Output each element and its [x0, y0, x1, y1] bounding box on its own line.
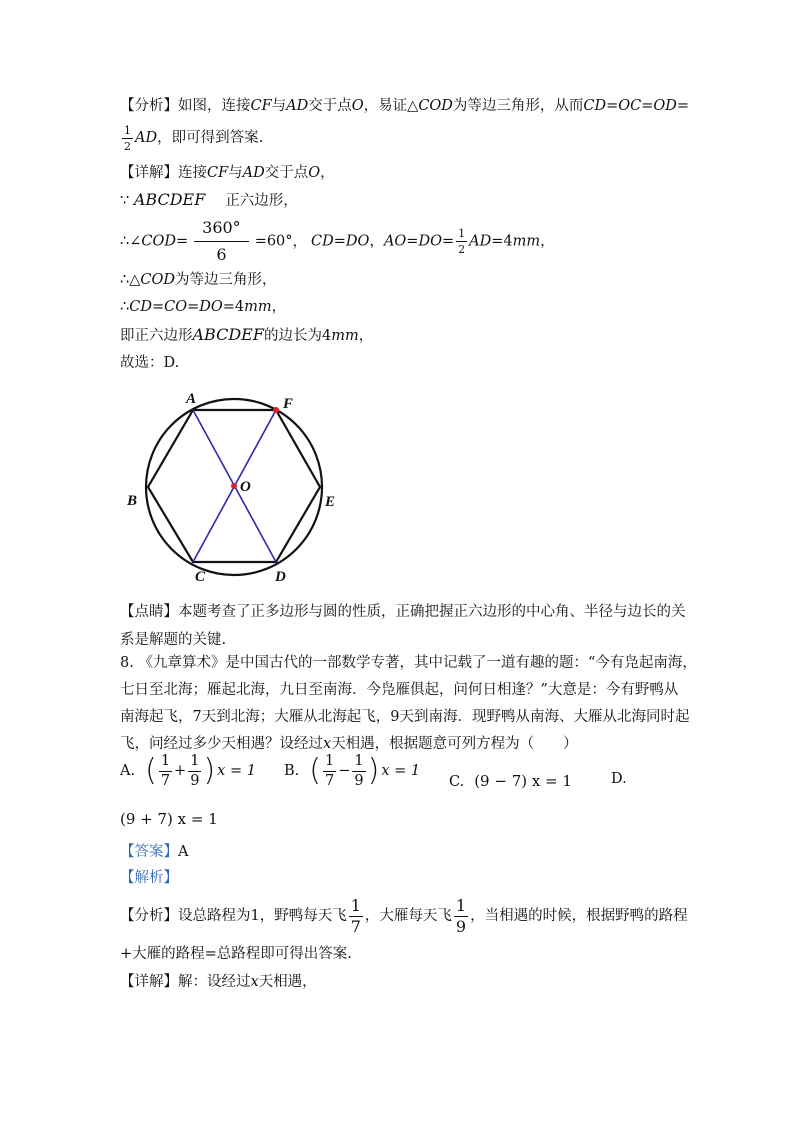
label-c: C	[195, 569, 206, 585]
question-8-line-2	[120, 680, 678, 700]
text: 《九章算术》是中国古代的一部数学专著，其中记载了一道有趣的题：“今有凫起南海，	[138, 655, 697, 671]
var-cod: COD	[140, 272, 175, 288]
text: ∴	[120, 299, 130, 315]
denominator: 7	[350, 916, 361, 936]
equation: CD=CO=DO=	[129, 299, 235, 315]
denominator: 9	[190, 772, 200, 789]
denominator: 2	[124, 139, 131, 153]
detail-line-3	[120, 220, 555, 263]
label-e: E	[325, 494, 336, 510]
denominator: 7	[160, 772, 171, 789]
numerator: 1	[188, 754, 201, 772]
point-f-marker	[273, 407, 279, 413]
comment-tag: 【点睛】	[120, 604, 178, 620]
option-d-expr[interactable]	[120, 810, 218, 828]
text: =4	[491, 233, 513, 250]
var-x: x	[323, 736, 332, 752]
var-abcdef: ABCDEF	[192, 325, 264, 344]
option-d-label[interactable]	[611, 771, 627, 787]
text: =	[175, 233, 189, 250]
var-ad: AD	[469, 233, 492, 250]
numerator: 1	[159, 754, 172, 772]
denominator: 7	[324, 772, 335, 789]
detail-line-1	[120, 163, 335, 183]
therefore-angle: ∴∠	[120, 233, 142, 250]
question-8-line-4	[120, 734, 578, 754]
fraction-half	[122, 125, 133, 152]
label-a: A	[186, 391, 197, 407]
text: +大雁的路程=总路程即可得出答案.	[120, 946, 352, 962]
equation: (9 − 7) x = 1	[474, 772, 572, 790]
operator: +	[174, 763, 187, 779]
text: 如图，连接	[178, 98, 251, 114]
analysis2-line-2	[120, 944, 352, 964]
equation: CD=DO	[311, 233, 370, 250]
denominator: 9	[455, 916, 467, 936]
unit-mm: mm	[512, 233, 541, 250]
text: 交于点	[308, 98, 352, 114]
text: 南海起飞，7天到北海；大雁从北海起飞，9天到南海．现野鸭从南海、大雁从北海同时起	[120, 709, 690, 725]
jiexi-line	[120, 868, 178, 888]
text: ，大雁每天飞	[364, 908, 452, 924]
label-b: B	[127, 493, 138, 509]
numerator: 1	[323, 754, 336, 772]
text: 为等边三角形，	[175, 272, 277, 288]
equation: (9 + 7) x = 1	[120, 810, 218, 828]
answer-line	[120, 842, 188, 862]
text: 为等边三角形，从而	[452, 98, 584, 114]
option-label: B.	[284, 763, 300, 779]
detail-line-5	[120, 297, 286, 317]
text: ∴△	[120, 272, 141, 288]
text: 七日至北海；雁起北海，九日至南海．今凫雁俱起，问何日相逢？”大意是：今有野鸭从	[120, 682, 679, 698]
text: ，易证△	[363, 98, 419, 114]
equation-tail: x = 1	[217, 763, 256, 779]
fraction-360-6	[194, 220, 249, 263]
analysis-tag: 【分析】	[120, 908, 178, 924]
var-o: O	[308, 165, 321, 181]
text: 4	[234, 299, 245, 315]
text: 连接	[178, 165, 207, 181]
hexagon-circle-figure	[120, 385, 360, 590]
text: ，	[358, 328, 374, 344]
var-o: O	[351, 98, 364, 114]
equation: CD=OC=OD=	[583, 98, 690, 114]
question-8-line-1	[120, 653, 697, 673]
option-b[interactable]	[284, 754, 420, 788]
option-label: C.	[449, 774, 465, 790]
comment-line-1	[120, 602, 686, 622]
text: 交于点	[264, 165, 309, 181]
var-ad: AD	[286, 98, 309, 114]
label-d: D	[275, 569, 286, 585]
jiexi-tag: 【解析】	[120, 870, 178, 886]
var-x: x	[250, 974, 259, 990]
fraction	[352, 754, 365, 788]
analysis-line-2	[120, 124, 263, 152]
var-abcdef: ABCDEF	[133, 190, 206, 209]
text: ，即可得到答案.	[157, 130, 264, 146]
paren-open: (	[309, 753, 321, 788]
text: 的边长为	[263, 328, 322, 344]
answer-value: A	[178, 844, 189, 860]
var-cf: CF	[250, 98, 272, 114]
numerator: 360°	[194, 220, 249, 242]
unit-mm: mm	[244, 299, 272, 315]
detail2-line	[120, 972, 317, 992]
text: ，	[369, 233, 384, 250]
detail-line-4	[120, 270, 277, 290]
fraction	[323, 754, 336, 788]
unit-mm: mm	[331, 328, 359, 344]
paren-close: )	[203, 753, 216, 788]
comment-line-2	[120, 630, 226, 650]
var-ad: AD	[242, 165, 265, 181]
text: ，当相遇的时候，根据野鸭的路程	[470, 908, 688, 924]
analysis2-line-1	[120, 896, 688, 936]
numerator: 1	[455, 895, 467, 915]
equation: AO=DO=	[383, 233, 455, 250]
fraction-one-ninth	[454, 895, 468, 936]
option-c[interactable]	[449, 772, 572, 790]
option-a[interactable]	[120, 754, 256, 788]
paren-open: (	[145, 753, 157, 788]
var-cod: COD	[141, 233, 176, 250]
analysis-tag: 【分析】	[120, 98, 178, 114]
text: 解：设经过	[178, 974, 251, 990]
question-8-line-3	[120, 707, 689, 727]
text: 即正六边形	[120, 328, 193, 344]
text: 4	[321, 328, 332, 344]
detail-line-6	[120, 325, 373, 346]
text: 天相遇，	[258, 974, 317, 990]
text: 本题考查了正多边形与圆的性质，正确把握正六边形的中心角、半径与边长的关	[178, 604, 686, 620]
fraction	[188, 754, 201, 788]
text: 系是解题的关键.	[120, 632, 227, 648]
denominator: 6	[216, 245, 227, 264]
analysis-line-1	[120, 96, 689, 116]
text: ，	[271, 299, 287, 315]
text: 飞，问经过多少天相遇？设经过	[120, 736, 323, 752]
denominator: 2	[458, 243, 466, 256]
detail-tag: 【详解】	[120, 165, 178, 181]
fraction-one-seventh	[349, 895, 363, 936]
numerator: 1	[458, 227, 466, 240]
var-cod: COD	[418, 98, 453, 114]
var-ad: AD	[135, 130, 158, 146]
text: 故选：D.	[120, 355, 180, 371]
option-label: D.	[611, 771, 627, 787]
question-number: 8.	[120, 655, 134, 671]
detail-line-2	[120, 190, 298, 211]
text: ，	[292, 233, 308, 250]
paren-close: )	[367, 753, 380, 788]
equation-tail: x = 1	[381, 763, 421, 779]
because-symbol: ∵	[120, 193, 130, 209]
fraction-half	[456, 228, 467, 255]
detail-line-7	[120, 353, 179, 373]
text: 与	[271, 98, 287, 114]
denominator: 9	[354, 772, 364, 789]
operator: −	[338, 763, 351, 779]
text: 与	[228, 165, 243, 181]
answer-tag: 【答案】	[120, 844, 178, 860]
text: =60°	[254, 233, 293, 250]
text: ，	[540, 233, 555, 250]
numerator: 1	[124, 123, 131, 137]
label-o: O	[240, 479, 251, 495]
text: ，	[320, 165, 335, 181]
point-o-marker	[231, 483, 237, 489]
var-cf: CF	[207, 165, 229, 181]
text: 天相遇，根据题意可列方程为（ ）	[331, 736, 578, 752]
detail-tag: 【详解】	[120, 974, 178, 990]
numerator: 1	[352, 754, 365, 772]
fraction	[159, 754, 172, 788]
text: 正六边形，	[225, 193, 298, 209]
label-f: F	[283, 396, 294, 412]
text: 设总路程为1，野鸭每天飞	[178, 908, 347, 924]
numerator: 1	[350, 895, 361, 915]
option-label: A.	[120, 763, 136, 779]
